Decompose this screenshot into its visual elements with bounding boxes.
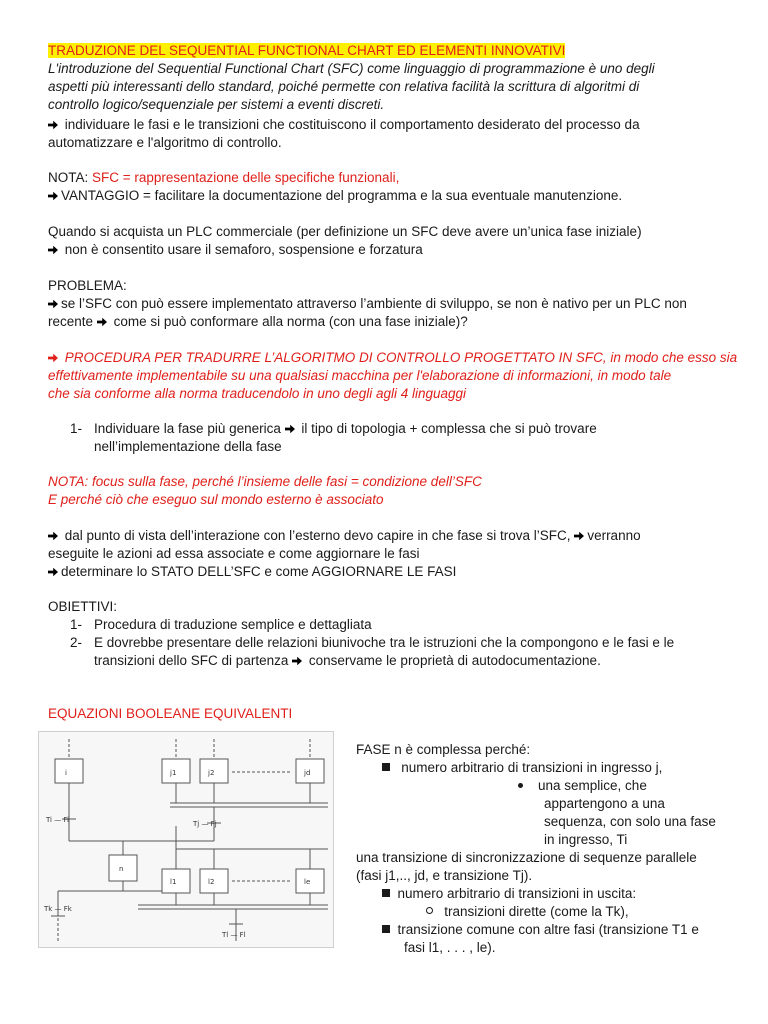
procedura-text-1: PROCEDURA PER TRADURRE L’ALGORITMO DI CONTROLLO PROGETTATO IN SFC, in modo che esso sia [64, 350, 738, 365]
fase-sub-2-text: transizioni dirette (come la Tk), [444, 904, 629, 919]
right-arrow-icon [48, 353, 58, 363]
diagram-label-ti-fi: Ti — Fi [46, 816, 69, 824]
fase-sub-1-line-3: sequenza, con solo una fase [544, 814, 716, 829]
intro-line-2: aspetti più interessanti dello standard, poiché permette con relativa facilità la scrittura di algoritmi di [48, 79, 640, 94]
fase-sub-1-line-4: in ingresso, Ti [544, 832, 628, 847]
dot-bullet-icon [518, 783, 523, 788]
step-1-text-b: il tipo di topologia + complessa che si può trovare [301, 421, 597, 436]
right-arrow-icon [574, 531, 584, 541]
fase-sub-1-line-2: appartengono a una [544, 796, 665, 811]
obiettivo-1-number: 1- [70, 617, 83, 632]
obiettivo-2-text-a: transizioni dello SFC di partenza [94, 653, 289, 668]
nota-prefix: NOTA: [48, 170, 89, 185]
vantaggio-line [48, 187, 622, 205]
phases-text-1: individuare le fasi e le transizioni che costituiscono il comportamento desiderato del processo da [64, 117, 640, 132]
fase-bullet-2-text: numero arbitrario di transizioni in uscita: [397, 886, 637, 901]
obiettivi-label: OBIETTIVI: [48, 599, 118, 614]
obiettivo-2-text-b: conservame le proprietà di autodocumentazione. [308, 653, 601, 668]
problema-text-2a: recente [48, 314, 94, 329]
right-arrow-icon [48, 567, 58, 577]
fase-sub-1-line-1: una semplice, che [538, 778, 647, 793]
right-arrow-icon [292, 656, 302, 666]
step-1-line-1 [94, 420, 597, 438]
problema-text-1: se l’SFC con può essere implementato attraverso l’ambiente di sviluppo, se non è nativo per un PLC non [61, 296, 687, 311]
plc-line: Quando si acquista un PLC commerciale (per definizione un SFC deve avere un’unica fase iniziale) [48, 224, 642, 239]
diagram-label-j1: j1 [170, 769, 177, 777]
intro-line-1: L'introduzione del Sequential Functional Chart (SFC) come linguaggio di programmazione è uno degli [48, 61, 655, 76]
fase-bullet-1-text: numero arbitrario di transizioni in ingresso j, [401, 760, 663, 775]
step-1-number: 1- [70, 421, 83, 436]
obiettivo-2-text: E dovrebbe presentare delle relazioni biunivoche tra le istruzioni che la compongono e le fasi e le [94, 635, 675, 650]
right-arrow-icon [285, 424, 295, 434]
interazione-line-3 [48, 563, 456, 581]
fase-bullet-3-line-2: fasi l1, . . . , le). [404, 940, 496, 955]
square-bullet-icon [382, 889, 390, 897]
title-highlight: TRADUZIONE DEL SEQUENTIAL FUNCTIONAL CHART ED ELEMENTI INNOVATIVI [48, 43, 566, 58]
diagram-label-jd: jd [304, 769, 311, 777]
circle-bullet-icon [426, 907, 433, 914]
diagram-label-l2: l2 [208, 878, 215, 886]
diagram-label-le: le [304, 878, 311, 886]
diagram-label-tk-fk: Tk — Fk [44, 905, 72, 913]
interazione-text-b: verranno [587, 528, 641, 543]
vantaggio-text: VANTAGGIO = facilitare la documentazione del programma e la sua eventuale manutenzione. [61, 188, 623, 203]
fase-bullet-3-text: transizione comune con altre fasi (transizione T1 e [397, 922, 699, 937]
diagram-label-i: i [65, 769, 67, 777]
equazioni-heading: EQUAZIONI BOOLEANE EQUIVALENTI [48, 706, 293, 721]
intro-line-3: controllo logico/sequenziale per sistemi a eventi discreti. [48, 97, 385, 112]
procedura-line-2: effettivamente implementabile su una qualsiasi macchina per l'elaborazione di informazioni, in modo tale [48, 368, 672, 383]
fase-bullet-1 [382, 759, 662, 777]
page-title [48, 42, 565, 60]
phases-line-1 [48, 116, 640, 134]
square-bullet-icon [382, 925, 390, 933]
right-arrow-icon [48, 120, 58, 130]
plc-arrow-text: non è consentito usare il semaforo, sospensione e forzatura [64, 242, 423, 257]
square-bullet-icon [382, 763, 390, 771]
problema-text-2b: come si può conformare alla norma (con una fase iniziale)? [113, 314, 468, 329]
diagram-label-l1: l1 [170, 878, 177, 886]
obiettivo-1-text: Procedura di traduzione semplice e dettagliata [94, 617, 372, 632]
diagram-step-i [55, 759, 83, 783]
procedura-line-3: che sia conforme alla norma traducendolo in uno degli agli 4 linguaggi [48, 386, 467, 401]
problema-label: PROBLEMA: [48, 278, 127, 293]
sfc-diagram [38, 731, 334, 948]
interazione-text-d: determinare lo STATO DELL’SFC e come AGGIORNARE LE FASI [61, 564, 457, 579]
diagram-label-n: n [119, 865, 124, 873]
fase-sub-bullet-2 [426, 903, 629, 921]
right-arrow-icon [48, 531, 58, 541]
interazione-line-1 [48, 527, 641, 545]
nota-focus-line-2: E perché ciò che eseguo sul mondo esterno è associato [48, 492, 384, 507]
interazione-line-2: eseguite le azioni ad essa associate e come aggiornare le fasi [48, 546, 420, 561]
problema-line-1 [48, 295, 687, 313]
diagram-label-tl-fl: Tl — Fl [222, 931, 246, 939]
step-1-line-2: nell’implementazione della fase [94, 439, 282, 454]
nota-text: SFC = rappresentazione delle specifiche funzionali, [92, 170, 400, 185]
right-arrow-icon [97, 317, 107, 327]
procedura-line-1 [48, 349, 737, 367]
interazione-text-a: dal punto di vista dell’interazione con l’esterno devo capire in che fase si trova l’SFC, [64, 528, 571, 543]
fase-bullet-2 [382, 885, 636, 903]
right-arrow-icon [48, 245, 58, 255]
diagram-label-j2: j2 [208, 769, 215, 777]
nota-line [48, 169, 399, 187]
problema-line-2 [48, 313, 468, 331]
phases-line-2: automatizzare e l'algoritmo di controllo. [48, 135, 282, 150]
obiettivo-2-line-2 [94, 652, 601, 670]
fase-sub-bullet-1 [518, 777, 647, 795]
fase-paragraph-line-2: (fasi j1,.., jd, e transizione Tj). [356, 868, 533, 883]
fase-bullet-3 [382, 921, 699, 939]
nota-focus-line-1: NOTA: focus sulla fase, perché l’insieme delle fasi = condizione dell’SFC [48, 474, 482, 489]
obiettivo-2-number: 2- [70, 635, 83, 650]
step-1-text-a: Individuare la fase più generica [94, 421, 281, 436]
right-arrow-icon [48, 299, 58, 309]
fase-paragraph-line-1: una transizione di sincronizzazione di sequenze parallele [356, 850, 697, 865]
right-arrow-icon [48, 191, 58, 201]
fase-heading: FASE n è complessa perché: [356, 742, 531, 757]
plc-arrow-line [48, 241, 423, 259]
diagram-label-tj-fj: Tj — Fj [193, 820, 217, 828]
